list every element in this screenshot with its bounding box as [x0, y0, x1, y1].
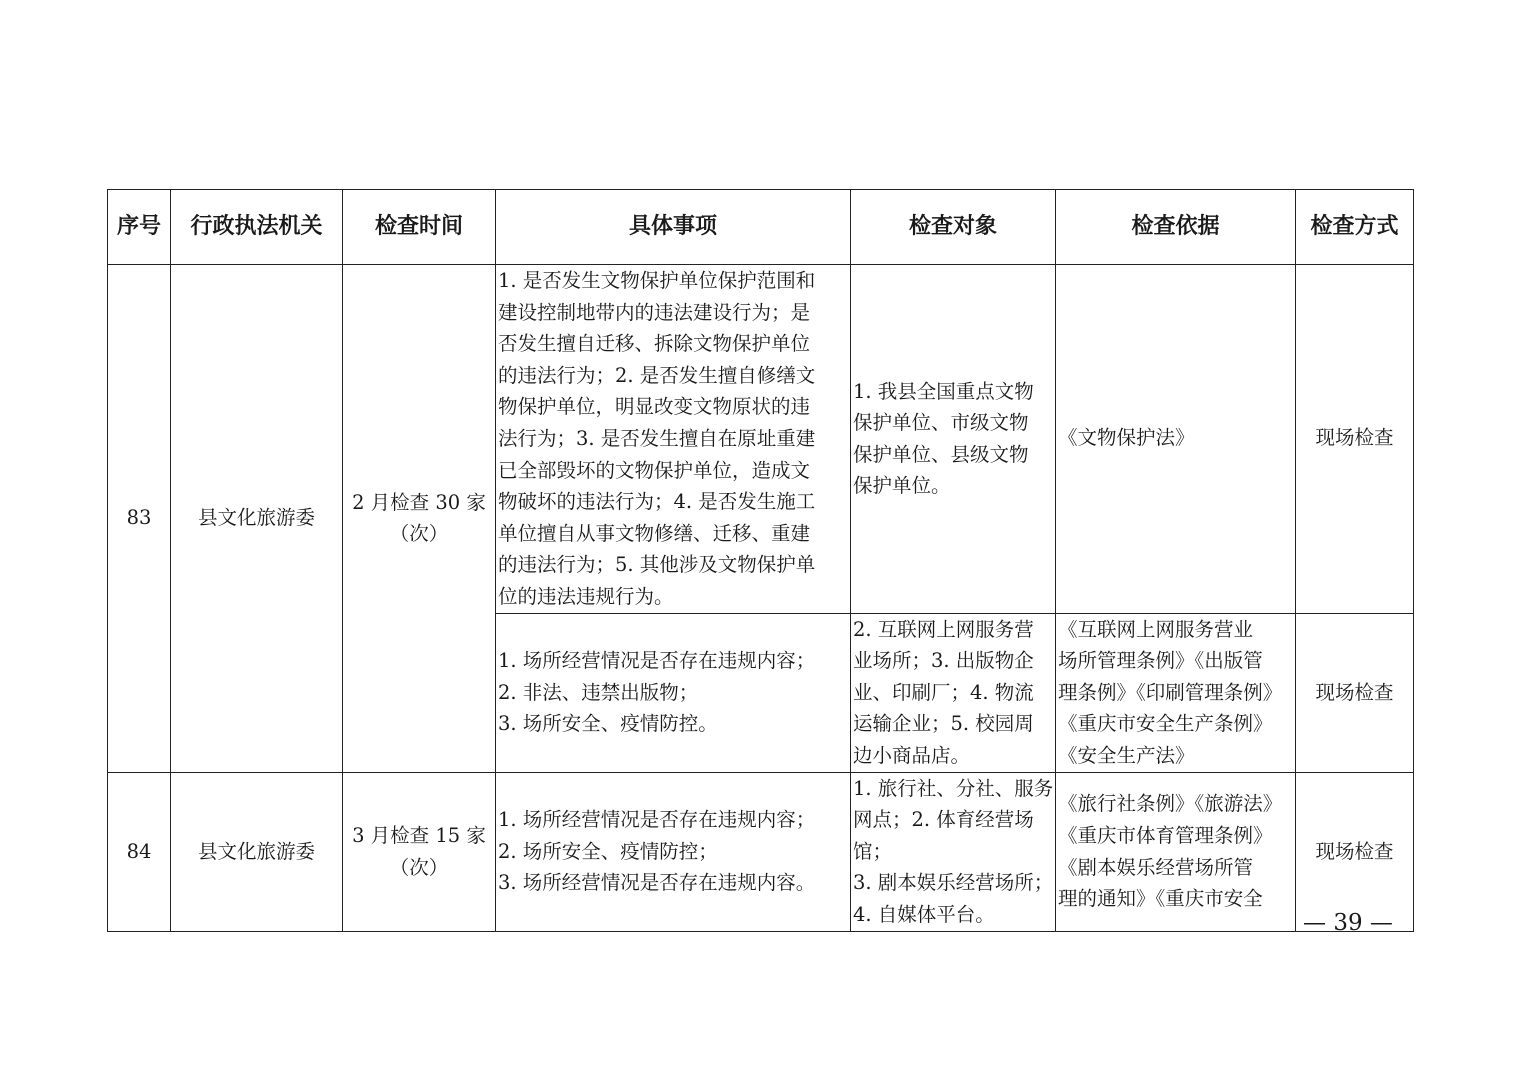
items-line: 1. 场所经营情况是否存在违规内容；: [498, 808, 816, 832]
items-line: 2. 场所安全、疫情防控；: [498, 839, 718, 863]
objects-line: 边小商品店。: [853, 743, 971, 767]
basis-line: 《互联网上网服务营业: [1058, 617, 1254, 641]
objects-line: 3. 剧本娱乐经营场所；: [853, 871, 1054, 895]
basis-line: 《重庆市安全生产条例》: [1058, 712, 1273, 736]
time-cell-84: [343, 772, 496, 931]
items-line: 建设控制地带内的违法建设行为；是: [498, 300, 811, 324]
items-line: 物保护单位，明显改变文物原状的违: [498, 395, 811, 419]
basis-line: 《重庆市体育管理条例》: [1058, 823, 1273, 847]
seq-cell-84: 84: [108, 772, 171, 931]
time-line: 2 月检查 30 家: [352, 490, 486, 514]
objects-line: 业场所；3. 出版物企: [853, 649, 1034, 673]
items-line: 的违法行为；5. 其他涉及文物保护单: [498, 553, 816, 577]
basis-line: 理的通知》《重庆市安全: [1058, 887, 1263, 911]
basis-cell-83a: [1056, 265, 1296, 614]
basis-line: 《剧本娱乐经营场所管: [1058, 855, 1254, 879]
inspection-plan-table: [107, 189, 1414, 932]
agency-cell-84: 县文化旅游委: [171, 772, 343, 931]
items-cell-83a: [496, 265, 851, 614]
header-items: 具体事项: [496, 190, 851, 265]
objects-line: 1. 我县全国重点文物: [853, 379, 1034, 403]
header-basis: 检查依据: [1056, 190, 1296, 265]
method-cell-83a: 现场检查: [1296, 265, 1414, 614]
table-row-84: [108, 772, 1414, 931]
basis-cell-84: [1056, 772, 1296, 931]
objects-line: 保护单位。: [853, 474, 951, 498]
items-line: 法行为；3. 是否发生擅自在原址重建: [498, 426, 816, 450]
items-line: 已全部毁坏的文物保护单位，造成文: [498, 458, 811, 482]
objects-line: 4. 自媒体平台。: [853, 902, 995, 926]
objects-line: 2. 互联网上网服务营: [853, 617, 1034, 641]
items-line: 物破坏的违法行为；4. 是否发生施工: [498, 490, 816, 514]
objects-cell-83a: [851, 265, 1056, 614]
header-time: 检查时间: [343, 190, 496, 265]
header-method: 检查方式: [1296, 190, 1414, 265]
objects-line: 1. 旅行社、分社、服务: [853, 776, 1054, 800]
items-line: 2. 非法、违禁出版物；: [498, 680, 699, 704]
basis-line: 理条例》《印刷管理条例》: [1058, 680, 1283, 704]
agency-cell-83: 县文化旅游委: [171, 265, 343, 773]
objects-line: 运输企业；5. 校园周: [853, 712, 1034, 736]
items-line: 1. 是否发生文物保护单位保护范围和: [498, 269, 816, 292]
items-line: 位的违法违规行为。: [498, 584, 674, 608]
basis-line: 场所管理条例》《出版管: [1058, 649, 1263, 673]
method-cell-83b: 现场检查: [1296, 613, 1414, 772]
header-agency: 行政执法机关: [171, 190, 343, 265]
header-seq: 序号: [108, 190, 171, 265]
basis-line: 《旅行社条例》《旅游法》: [1058, 792, 1283, 816]
objects-line: 网点；2. 体育经营场馆；: [853, 808, 1034, 863]
seq-cell-83: 83: [108, 265, 171, 773]
method-cell-84: 现场检查: [1296, 772, 1414, 931]
time-line: 3 月检查 15 家: [352, 823, 486, 847]
items-line: 单位擅自从事文物修缮、迁移、重建: [498, 521, 811, 545]
objects-cell-84: [851, 772, 1056, 931]
table-row-83a: [108, 265, 1414, 614]
items-line: 1. 场所经营情况是否存在违规内容；: [498, 649, 816, 673]
basis-line: 《安全生产法》: [1058, 743, 1195, 767]
items-cell-84: [496, 772, 851, 931]
basis-line: 《文物保护法》: [1058, 426, 1195, 449]
time-cell-83: [343, 265, 496, 773]
items-line: 否发生擅自迁移、拆除文物保护单位: [498, 332, 811, 356]
header-row: [108, 190, 1414, 265]
basis-cell-83b: [1056, 613, 1296, 772]
objects-line: 保护单位、县级文物: [853, 442, 1029, 466]
header-objects: 检查对象: [851, 190, 1056, 265]
objects-cell-83b: [851, 613, 1056, 772]
items-cell-83b: [496, 613, 851, 772]
objects-line: 保护单位、市级文物: [853, 411, 1029, 435]
page-number: — 39 —: [1303, 910, 1393, 936]
time-line: （次）: [389, 522, 449, 546]
items-line: 的违法行为；2. 是否发生擅自修缮文: [498, 363, 816, 387]
time-line: （次）: [389, 855, 449, 879]
items-line: 3. 场所安全、疫情防控。: [498, 712, 718, 736]
items-line: 3. 场所经营情况是否存在违规内容。: [498, 871, 816, 895]
objects-line: 业、印刷厂；4. 物流: [853, 680, 1034, 704]
